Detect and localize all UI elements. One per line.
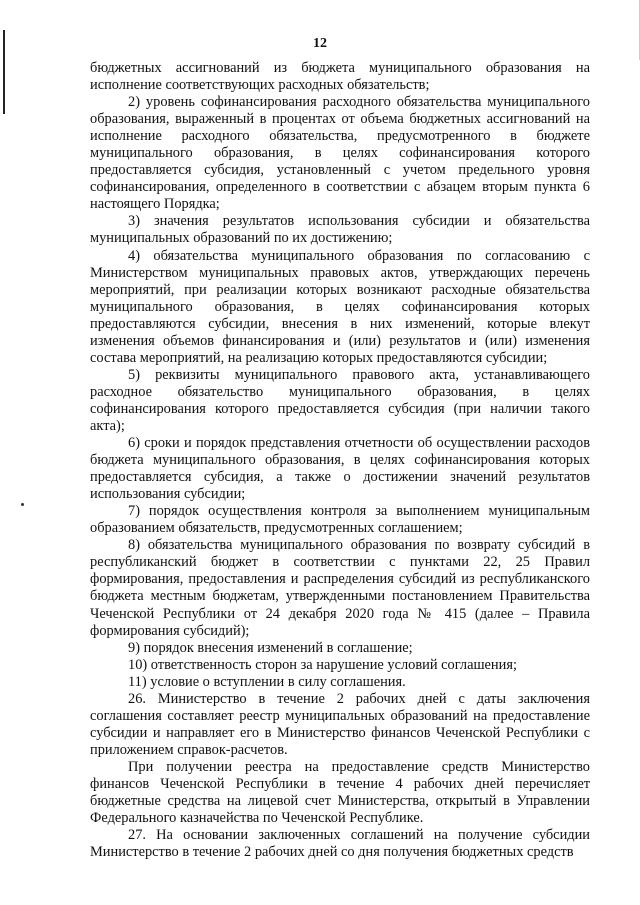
scan-speck: [21, 503, 24, 506]
paragraph: 2) уровень софинансирования расходного обязательства муниципального образования, выраженный в процентах от объема бюджетных ассигнований на исполнение расходного обязательства, предусмотренного в бюджете муниципального образования, в целях софинансирования которого предоставляется субсидия, установленный с учетом предельного уровня софинансирования, определенного в соответствии с абзацем вторым пункта 6 настоящего Порядка;: [90, 94, 590, 213]
paragraph: 26. Министерство в течение 2 рабочих дней с даты заключения соглашения составляет реестр муниципальных образований на предоставление субсидии и направляет его в Министерство финансов Чеченской Республики с приложением справок-расчетов.: [90, 690, 590, 758]
paragraph: 3) значения результатов использования субсидии и обязательства муниципальных образований по их достижению;: [90, 213, 590, 247]
paragraph: 11) условие о вступлении в силу соглашения.: [128, 673, 406, 690]
page-number: 12: [313, 36, 327, 51]
paragraph: бюджетных ассигнований из бюджета муниципального образования на исполнение соответствующих расходных обязательств;: [90, 60, 590, 94]
document-body: [90, 60, 590, 861]
paragraph: 7) порядок осуществления контроля за выполнением муниципальным образованием обязательств, предусмотренных соглашением;: [90, 503, 590, 537]
paragraph: 10) ответственность сторон за нарушение условий соглашения;: [128, 656, 517, 673]
paragraph: При получении реестра на предоставление средств Министерство финансов Чеченской Республики в течение 4 рабочих дней перечисляет бюджетные средства на лицевой счет Министерства, открытый в Управлении Федерального казначейства по Чеченской Республике.: [90, 758, 590, 827]
paragraph: 6) сроки и порядок представления отчетности об осуществлении расходов бюджета муниципального образования, в целях софинансирования которых предоставляется субсидия, а также о достижении значений результатов использования субсидии;: [90, 435, 590, 503]
paragraph: 27. На основании заключенных соглашений на получение субсидии Министерство в течение 2 рабочих дней со дня получения бюджетных средств: [90, 827, 590, 861]
paragraph: 8) обязательства муниципального образования по возврату субсидий в республиканский бюджет в соответствии с пунктами 22, 25 Правил формирования, предоставления и распределения субсидий из республиканского бюджета местным бюджетам, утвержденными постановлением Правительства Чеченской Республики от 24 декабря 2020 года № 415 (далее – Правила формирования субсидий);: [90, 537, 590, 639]
paragraph: 4) обязательства муниципального образования по согласованию с Министерством муниципальных правовых актов, утверждающих перечень мероприятий, при реализации которых возникают расходные обязательства муниципального образования, в целях софинансирования которых предоставляются субсидии, внесения в них изменений, которые влекут изменения объемов финансирования и (или) результатов и (или) изменения состава мероприятий, на реализацию которых предоставляются субсидии;: [90, 247, 590, 366]
paragraph: 9) порядок внесения изменений в соглашение;: [128, 639, 413, 656]
paragraph: 5) реквизиты муниципального правового акта, устанавливающего расходное обязательство муниципального образования, в целях софинансирования которого предоставляется субсидия (при наличии такого акта);: [90, 366, 590, 434]
